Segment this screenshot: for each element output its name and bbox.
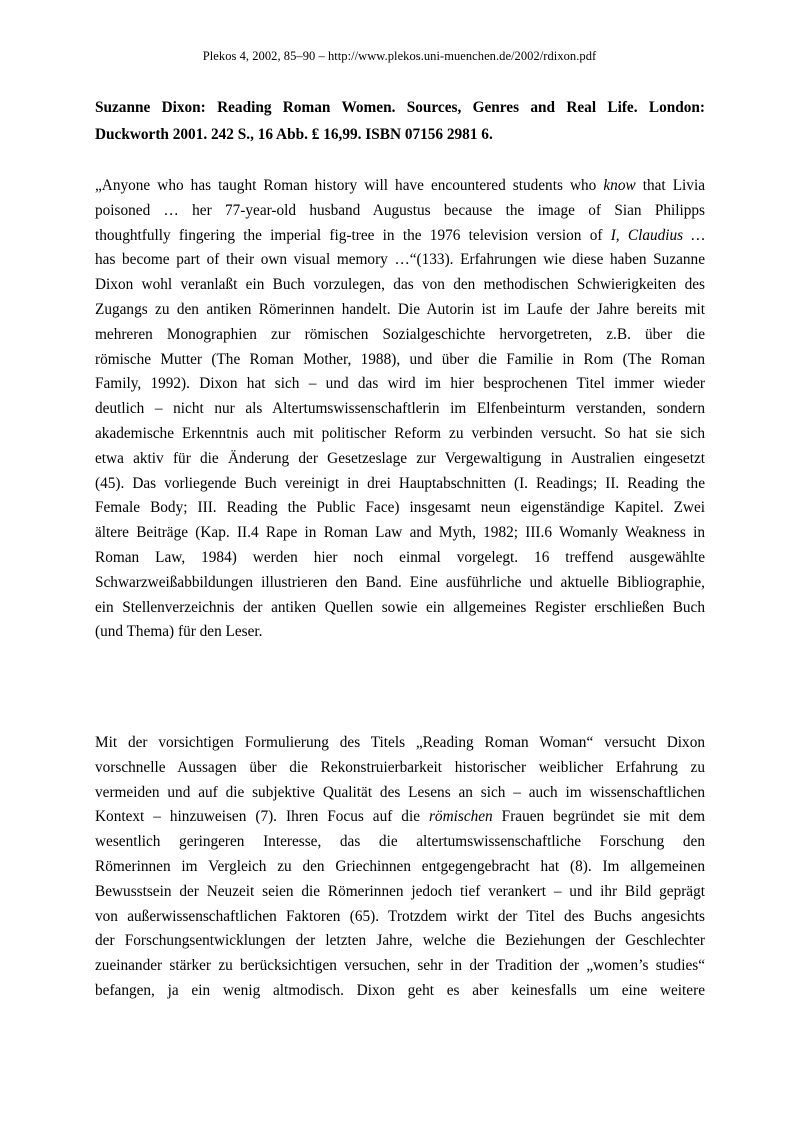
text-line: has become part of their own visual memory …“(133). Erfahrungen wie diese haben Suzanne — [95, 251, 705, 269]
text-line: (und Thema) für den Leser. — [95, 623, 263, 641]
text-line: Dixon wohl veranlaßt ein Buch vorzulegen, das von den methodischen Schwierigkeiten des — [95, 276, 705, 294]
text-line: römische Mutter (The Roman Mother, 1988), und über die Familie in Rom (The Roman — [95, 350, 705, 368]
text-line: (45). Das vorliegende Buch vereinigt in drei Hauptabschnitten (I. Readings; II. Reading the — [95, 474, 705, 492]
text-line: deutlich – nicht nur als Altertumswissenschaftlerin im Elfenbeinturm verstanden, sondern — [95, 400, 705, 418]
text-line: Roman Law, 1984) werden hier noch einmal vorgelegt. 16 treffend ausgewählte — [95, 548, 705, 566]
text-line: ein Stellenverzeichnis der antiken Quellen sowie ein allgemeines Register erschließen Buch — [95, 598, 705, 616]
text-line: zueinander stärker zu berücksichtigen versuchen, sehr in der Tradition der „women’s studies“ — [95, 957, 705, 975]
review-title-line: Duckworth 2001. 242 S., 16 Abb. ₤ 16,99. ISBN 07156 2981 6. — [95, 126, 493, 143]
text-line: „Anyone who has taught Roman history will have encountered students who know that Livia — [95, 177, 705, 194]
text-line: ältere Beiträge (Kap. II.4 Rape in Roman Law and Myth, 1982; III.6 Womanly Weakness in — [95, 524, 705, 542]
text-line: Female Body; III. Reading the Public Face) insgesamt neun eigenständige Kapitel. Zwei — [95, 499, 705, 517]
text-line: Kontext – hinzuweisen (7). Ihren Focus auf die römischen Frauen begründet sie mit dem — [95, 808, 705, 826]
text-line: poisoned … her 77-year-old husband Augustus because the image of Sian Philipps — [95, 201, 705, 219]
emphasis: römischen — [428, 808, 493, 826]
text-line: Family, 1992). Dixon hat sich – und das wird im hier besprochenen Titel immer wieder — [95, 375, 705, 393]
text-line: thoughtfully fingering the imperial fig-tree in the 1976 television version of I, Claudius … — [95, 226, 705, 244]
review-title-line: Suzanne Dixon: Reading Roman Women. Sources, Genres and Real Life. London: — [95, 99, 705, 116]
text-line: mehreren Monographien zur römischen Sozialgeschichte hervorgetreten, z.B. über die — [95, 325, 705, 343]
emphasis: I, Claudius … — [610, 226, 705, 244]
text-line: Schwarzweißabbildungen illustrieren den Band. Eine ausführliche und aktuelle Bibliographie, — [95, 573, 705, 591]
text-line: der Forschungsentwicklungen der letzten Jahre, welche die Beziehungen der Geschlechter — [95, 932, 705, 950]
running-header: Plekos 4, 2002, 85–90 – http://www.plekos.uni-muenchen.de/2002/rdixon.pdf — [202, 49, 597, 63]
review-title — [95, 94, 705, 148]
text-line: akademische Erkenntnis auch mit politischer Reform zu verbinden versucht. So hat sie sich — [95, 424, 705, 442]
text-line: vermeiden und auf die subjektive Qualität des Lesens an sich – auch im wissenschaftlichen — [95, 783, 705, 801]
text-line: von außerwissenschaftlichen Faktoren (65). Trotzdem wirkt der Titel des Buchs angesichts — [95, 907, 705, 925]
emphasis: know — [603, 177, 636, 194]
paragraph-2 — [95, 731, 705, 1004]
text-line: vorschnelle Aussagen über die Rekonstruierbarkeit historischer weiblicher Erfahrung zu — [95, 758, 705, 776]
text-line: Mit der vorsichtigen Formulierung des Titels „Reading Roman Woman“ versucht Dixon — [95, 734, 705, 751]
text-line: befangen, ja ein wenig altmodisch. Dixon geht es aber keinesfalls um eine weitere — [95, 981, 705, 999]
text-line: Zugangs zu den antiken Römerinnen handelt. Die Autorin ist im Laufe der Jahre bereits mit — [95, 300, 705, 318]
text-line: etwa aktiv für die Änderung der Gesetzeslage zur Vergewaltigung in Australien eingesetzt — [95, 449, 705, 467]
paragraph-1 — [95, 174, 705, 645]
text-line: Bewusstsein der Neuzeit seien die Römerinnen jedoch tief verankert – und ihr Bild geprägt — [95, 882, 705, 900]
text-line: wesentlich geringeren Interesse, das die altertumswissenschaftliche Forschung den — [95, 833, 705, 851]
text-line: Römerinnen im Vergleich zu den Griechinnen entgegengebracht hat (8). Im allgemeinen — [95, 857, 705, 875]
